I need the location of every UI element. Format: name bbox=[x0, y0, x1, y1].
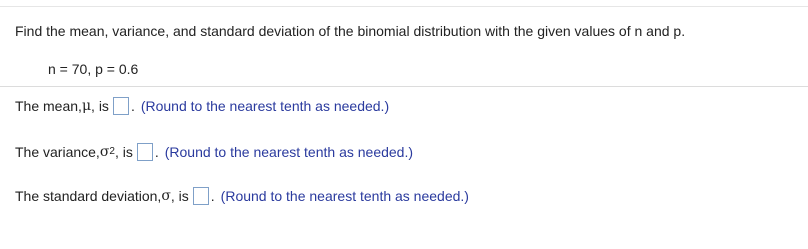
sigma-symbol: σ bbox=[99, 144, 110, 160]
variance-row: The variance, σ 2 , is . (Round to the nearest tenth as needed.) bbox=[15, 144, 414, 160]
std-dev-row bbox=[15, 186, 469, 206]
std-dev-suffix: , is bbox=[170, 188, 189, 204]
variance-answer-box[interactable] bbox=[137, 143, 153, 161]
sigma-symbol: σ bbox=[161, 188, 171, 204]
variance-round-note: (Round to the nearest tenth as needed.) bbox=[164, 144, 414, 160]
std-dev-round-note: (Round to the nearest tenth as needed.) bbox=[220, 188, 469, 204]
mean-row bbox=[15, 96, 389, 116]
question-instruction: Find the mean, variance, and standard deviation of the binomial distribution with the given values of n and p. bbox=[15, 23, 686, 39]
mean-suffix: , is bbox=[91, 98, 109, 114]
std-dev-answer-box[interactable] bbox=[193, 187, 209, 205]
mean-round-note: (Round to the nearest tenth as needed.) bbox=[140, 98, 390, 114]
mean-answer-box[interactable] bbox=[113, 97, 129, 115]
given-values: n = 70, p = 0.6 bbox=[48, 61, 139, 77]
mean-period: . bbox=[130, 98, 135, 114]
mu-symbol: μ bbox=[81, 98, 92, 114]
top-divider bbox=[0, 6, 808, 7]
section-divider bbox=[0, 86, 808, 87]
mean-prefix: The mean, bbox=[15, 98, 82, 114]
std-dev-period: . bbox=[210, 188, 215, 204]
std-dev-prefix: The standard deviation, bbox=[15, 188, 162, 204]
variance-suffix: , is bbox=[114, 144, 133, 160]
variance-prefix: The variance, bbox=[15, 144, 100, 160]
variance-period: . bbox=[154, 144, 159, 160]
